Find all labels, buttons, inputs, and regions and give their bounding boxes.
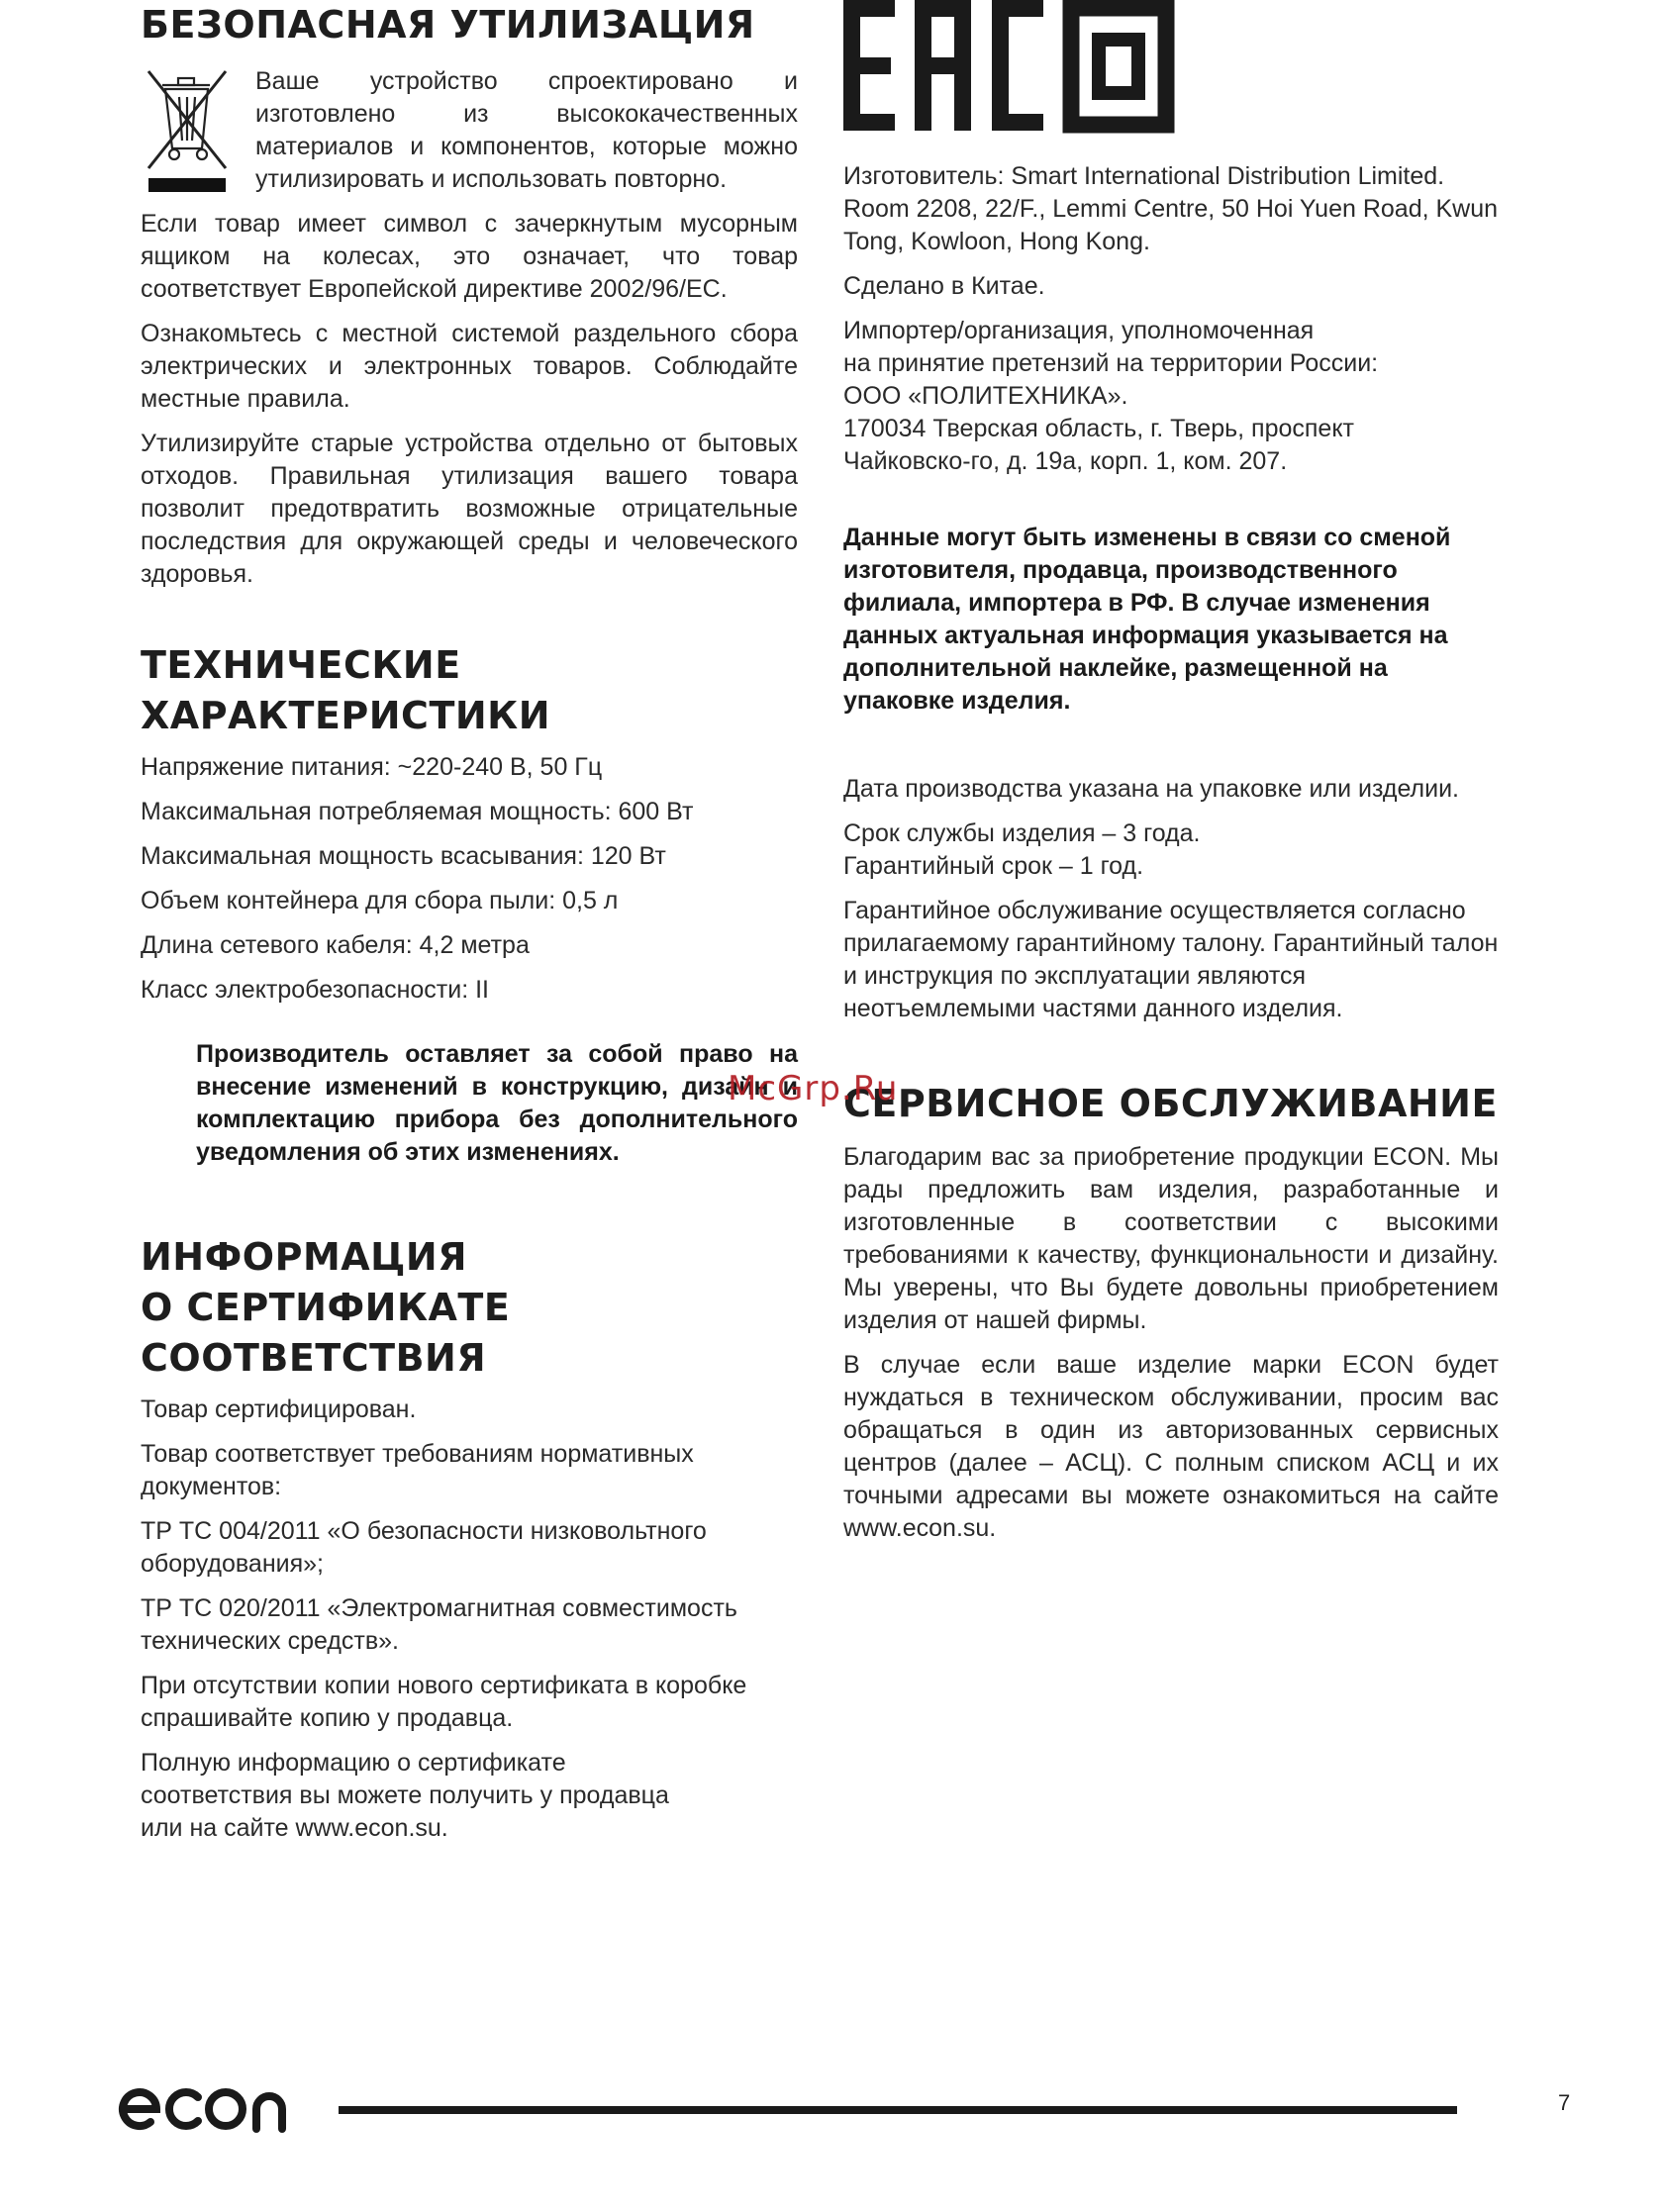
spec-item: Максимальная мощность всасывания: 120 Вт	[141, 842, 666, 870]
production-date: Дата производства указана на упаковке или изделии.	[843, 775, 1459, 803]
econ-logo	[117, 2083, 295, 2140]
certificate-paragraph-3: ТР ТС 004/2011 «О безопасности низковольтного оборудования»;	[141, 1517, 707, 1578]
certificate-paragraph-6: Полную информацию о сертификате соответствия вы можете получить у продавца или на сайте www.econ.su.	[141, 1749, 669, 1842]
certificate-paragraph-1: Товар сертифицирован.	[141, 1395, 417, 1423]
eac-logo-icon	[843, 0, 1180, 137]
data-change-notice: Данные могут быть изменены в связи со сменой изготовителя, продавца, производственного филиала, импортера в РФ. В случае изменения данных актуальная информация указывается на дополнительной наклейке, размещенной на упаковке изделия.	[843, 524, 1451, 715]
disposal-intro: Ваше устройство спроектировано и изготовлено из высококачественных материалов и компонентов, которые можно утилизировать и использовать повторно.	[255, 67, 798, 193]
eac-mark	[843, 0, 1180, 142]
importer-line: 170034 Тверская область, г. Тверь, проспект	[843, 415, 1354, 442]
certificate-title-line-3: СООТВЕТСТВИЯ	[141, 1336, 487, 1380]
crossed-bin-icon	[141, 65, 240, 194]
disposal-intro-block	[141, 65, 798, 196]
spec-item: Напряжение питания: ~220-240 В, 50 Гц	[141, 753, 603, 781]
service-title: СЕРВИСНОЕ ОБСЛУЖИВАНИЕ	[843, 1082, 1498, 1125]
spec-item: Объем контейнера для сбора пыли: 0,5 л	[141, 887, 619, 914]
design-change-notice	[141, 1038, 798, 1169]
spec-item: Максимальная потребляемая мощность: 600 Вт	[141, 798, 694, 825]
importer-line: на принятие претензий на территории России:	[843, 349, 1379, 377]
certificate-paragraph-2: Товар соответствует требованиям нормативных документов:	[141, 1440, 694, 1500]
specs-title-line-1: ТЕХНИЧЕСКИЕ	[141, 643, 461, 687]
page-number: 7	[1558, 2090, 1571, 2115]
spec-item: Класс электробезопасности: II	[141, 976, 490, 1004]
warranty-period: Гарантийный срок – 1 год.	[843, 852, 1144, 880]
importer-line: Импортер/организация, уполномоченная	[843, 317, 1315, 344]
spec-item: Длина сетевого кабеля: 4,2 метра	[141, 931, 530, 959]
specs-title-line-2: ХАРАКТЕРИСТИКИ	[141, 694, 551, 737]
service-life: Срок службы изделия – 3 года.	[843, 819, 1201, 847]
design-change-notice-text: Производитель оставляет за собой право на внесение изменений в конструкцию, дизайн и комплектацию прибора без дополнительного уведомления об этих изменениях.	[196, 1040, 798, 1166]
service-paragraph-2: В случае если ваше изделие марки ECON будет нуждаться в техническом обслуживании, просим вас обращаться в один из авторизованных сервисных центров (далее – АСЦ). С полным списком АСЦ и их точными адресами вы можете ознакомиться на сайте www.econ.su.	[843, 1351, 1499, 1542]
importer-line: Чайковско-го, д. 19а, корп. 1, ком. 207.	[843, 447, 1288, 475]
disposal-title: БЕЗОПАСНАЯ УТИЛИЗАЦИЯ	[141, 3, 755, 47]
importer-line: ООО «ПОЛИТЕХНИКА».	[843, 382, 1128, 410]
econ-logo-icon	[117, 2083, 295, 2135]
watermark: McGrp.Ru	[728, 1069, 899, 1108]
right-column	[843, 160, 1499, 1545]
certificate-title-line-2: О СЕРТИФИКАТЕ	[141, 1286, 511, 1329]
footer-divider	[339, 2106, 1457, 2114]
warranty-service: Гарантийное обслуживание осуществляется согласно прилагаемому гарантийному талону. Гарантийный талон и инструкция по эксплуатации являются неотъемлемыми частями данного изделия.	[843, 897, 1499, 1022]
certificate-title-line-1: ИНФОРМАЦИЯ	[141, 1235, 467, 1279]
left-column	[141, 0, 798, 1845]
disposal-paragraph-3: Утилизируйте старые устройства отдельно от бытовых отходов. Правильная утилизация вашего товара позволит предотвратить возможные отрицательные последствия для окружающей среды и человеческого здоровья.	[141, 430, 798, 588]
certificate-paragraph-4: ТР ТС 020/2011 «Электромагнитная совместимость технических средств».	[141, 1594, 737, 1655]
importer-info	[843, 315, 1499, 478]
manufacturer-info: Изготовитель: Smart International Distribution Limited. Room 2208, 22/F., Lemmi Centre, 50 Hoi Yuen Road, Kwun Tong, Kowloon, Hong Kong.	[843, 162, 1499, 255]
certificate-paragraph-5: При отсутствии копии нового сертификата в коробке спрашивайте копию у продавца.	[141, 1672, 747, 1732]
disposal-paragraph-1: Если товар имеет символ с зачеркнутым мусорным ящиком на колесах, это означает, что товар соответствует Европейской директиве 2002/96/EC.	[141, 210, 798, 303]
disposal-paragraph-2: Ознакомьтесь с местной системой раздельного сбора электрических и электронных товаров. Соблюдайте местные правила.	[141, 320, 798, 413]
service-paragraph-1: Благодарим вас за приобретение продукции ECON. Мы рады предложить вам изделия, разработанные и изготовленные в соответствии с высокими требованиями к качеству, функциональности и дизайну. Мы уверены, что Вы будете довольны приобретением изделия от нашей фирмы.	[843, 1143, 1499, 1334]
made-in: Сделано в Китае.	[843, 272, 1045, 300]
